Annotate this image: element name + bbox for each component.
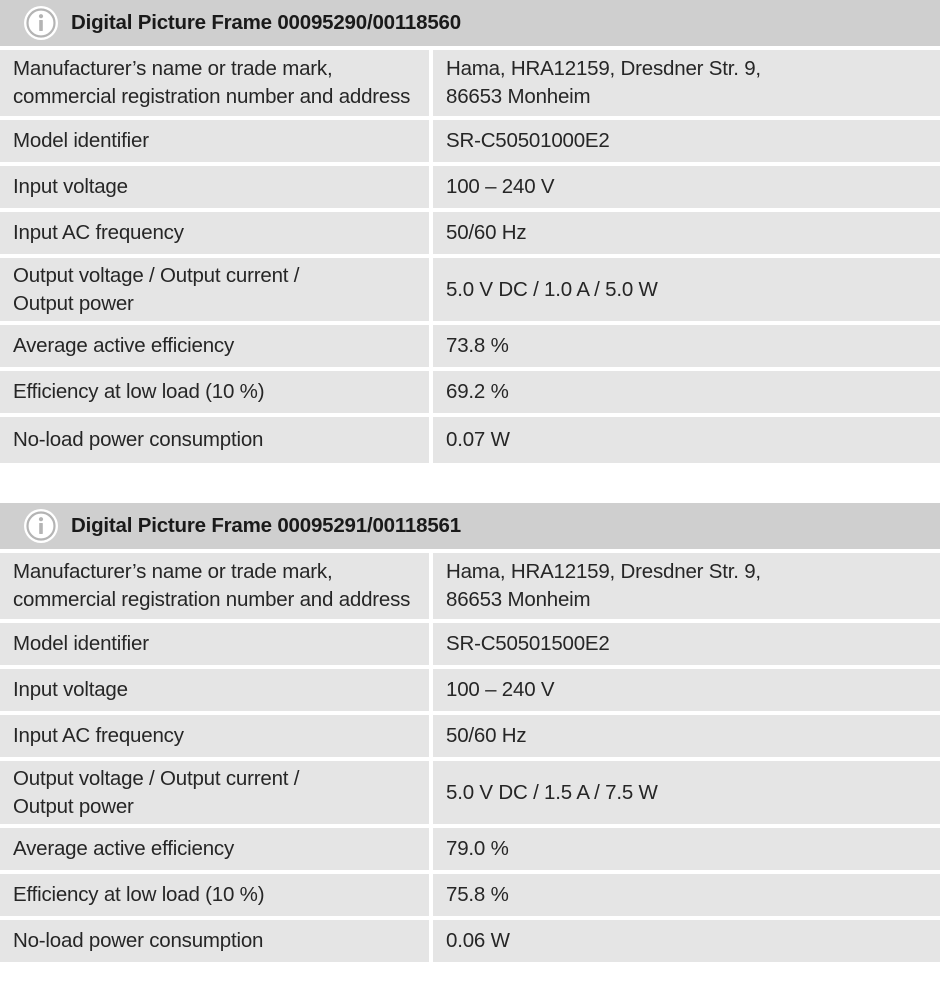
table-row — [0, 761, 940, 828]
spec-table-2 — [0, 503, 940, 962]
table-row — [0, 50, 940, 120]
row-label: No-load power consumption — [0, 417, 433, 463]
table-row — [0, 371, 940, 417]
row-value: Hama, HRA12159, Dresdner Str. 9, 86653 Monheim — [446, 560, 761, 611]
table-row — [0, 212, 940, 258]
row-value: SR-C50501500E2 — [446, 632, 610, 655]
row-value: 79.0 % — [446, 837, 509, 860]
row-label: Average active efficiency — [0, 828, 433, 870]
row-label: Input voltage — [0, 166, 433, 208]
row-value: 50/60 Hz — [446, 221, 527, 244]
row-value: 5.0 V DC / 1.0 A / 5.0 W — [446, 277, 658, 301]
table-row — [0, 715, 940, 761]
table-row — [0, 874, 940, 920]
row-label: Efficiency at low load (10 %) — [0, 874, 433, 916]
table-row — [0, 669, 940, 715]
row-value: 100 – 240 V — [446, 678, 555, 701]
info-icon — [23, 5, 59, 41]
row-label: Efficiency at low load (10 %) — [0, 371, 433, 413]
row-label: Input AC frequency — [0, 212, 433, 254]
row-label: Model identifier — [0, 623, 433, 665]
table-row — [0, 553, 940, 623]
row-value: Hama, HRA12159, Dresdner Str. 9, 86653 Monheim — [446, 57, 761, 108]
table-row — [0, 828, 940, 874]
table-header — [0, 503, 940, 553]
row-value: SR-C50501000E2 — [446, 129, 610, 152]
table-row — [0, 325, 940, 371]
row-label: Manufacturer’s name or trade mark, commercial registration number and address — [0, 553, 433, 619]
info-icon — [23, 508, 59, 544]
row-value: 73.8 % — [446, 334, 509, 357]
table-row — [0, 258, 940, 325]
table-row — [0, 166, 940, 212]
row-label: Output voltage / Output current / Output power — [0, 761, 433, 824]
table-row — [0, 417, 940, 463]
row-value: 5.0 V DC / 1.5 A / 7.5 W — [446, 780, 658, 804]
table-title: Digital Picture Frame 00095290/00118560 — [71, 11, 461, 34]
table-row — [0, 623, 940, 669]
row-value: 0.07 W — [446, 428, 510, 451]
table-row — [0, 920, 940, 962]
row-label: Model identifier — [0, 120, 433, 162]
row-label: Input AC frequency — [0, 715, 433, 757]
table-header — [0, 0, 940, 50]
table-row — [0, 120, 940, 166]
row-value: 75.8 % — [446, 883, 509, 906]
row-value: 100 – 240 V — [446, 175, 555, 198]
row-label: Manufacturer’s name or trade mark, commercial registration number and address — [0, 50, 433, 116]
row-value: 69.2 % — [446, 380, 509, 403]
row-value: 0.06 W — [446, 929, 510, 952]
spec-table-1 — [0, 0, 940, 463]
row-label: Average active efficiency — [0, 325, 433, 367]
row-label: Input voltage — [0, 669, 433, 711]
row-label: No-load power consumption — [0, 920, 433, 962]
row-value: 50/60 Hz — [446, 724, 527, 747]
table-title: Digital Picture Frame 00095291/00118561 — [71, 514, 461, 537]
row-label: Output voltage / Output current / Output power — [0, 258, 433, 321]
